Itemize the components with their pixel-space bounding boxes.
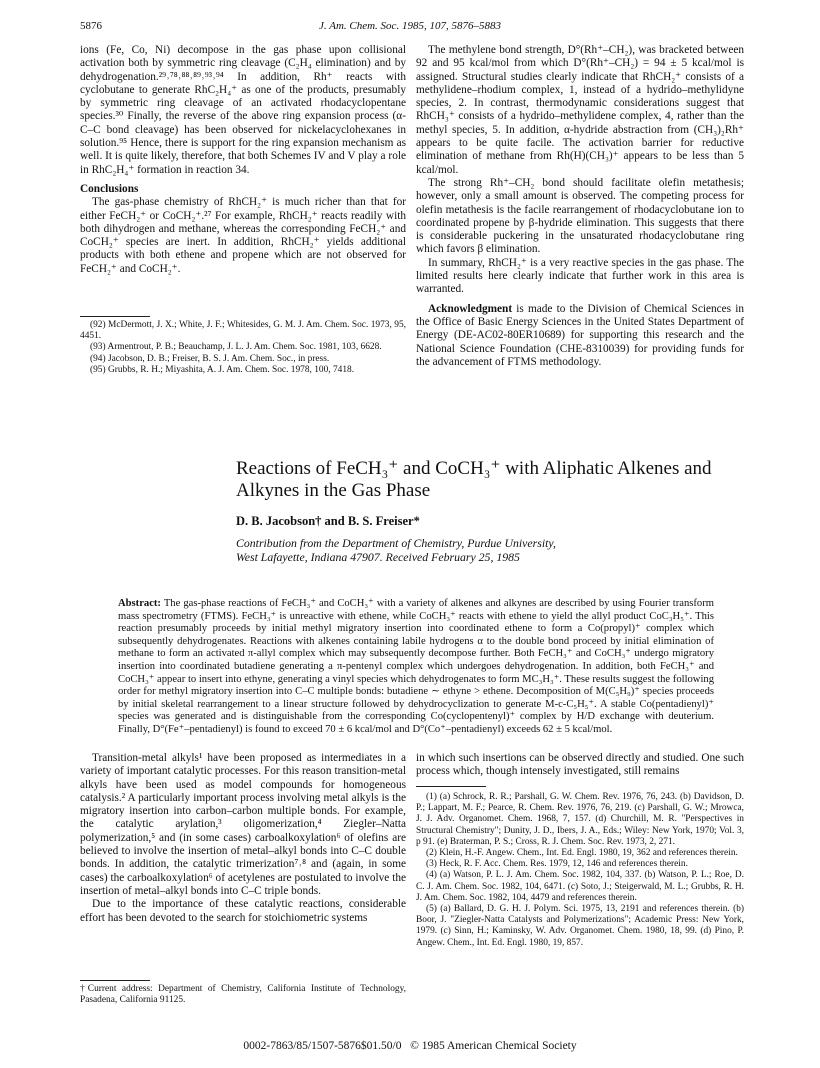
affiliation (236, 536, 756, 564)
body-right-column (416, 752, 744, 779)
body-paragraph: in which such insertions can be observed directly and studied. One such process which, though intensely investigated, still remains (416, 752, 744, 778)
prev-right-paragraph: In summary, RhCH₂⁺ is a very reactive species in the gas phase. The limited results here clearly indicate that further work in this area is warranted. (416, 256, 744, 296)
body-paragraph: Due to the importance of these catalytic reactions, considerable effort has been devoted to the search for stoichiometric systems (80, 898, 406, 924)
footnote-rule (80, 316, 150, 317)
prev-left-paragraph: ions (Fe, Co, Ni) decompose in the gas phase upon collisional activation both by symmetric ring cleavage (C₂H₄ elimination) and by dehydrogenation.²⁹˒⁷⁸˒⁸⁸˒⁸⁹˒⁹³˒⁹⁴ In addition, Rh⁺ reacts with cyclobutane to generate RhC₂H₄⁺ as one of the products, presumably by symmetric ring cleavage of an activated rhodacyclopentane species.³⁰ Finally, the reverse of the above ring expansion process (α-C–C bond cleavage) has been observed for nickelacyclohexanes in solution.⁹⁵ Hence, there is support for the ring expansion mechanism as well. It is quite likely, therefore, that both Schemes IV and V play a role in RhC₂H₄⁺ formation in reaction 34. (80, 44, 406, 176)
page-number: 5876 (80, 20, 102, 32)
authors: D. B. Jacobson† and B. S. Freiser* (236, 514, 420, 528)
footnote: (93) Armentrout, P. B.; Beauchamp, J. L. J. Am. Chem. Soc. 1981, 103, 6628. (90, 342, 382, 353)
article-title (236, 458, 756, 502)
footnote: (94) Jacobson, D. B.; Freiser, B. S. J. Am. Chem. Soc., in press. (90, 353, 330, 364)
reference: (1) (a) Schrock, R. R.; Parshall, G. W. Chem. Rev. 1976, 76, 243. (b) Davidson, D. P.; Lappart, M. F.; Pearce, R. Chem. Rev. 1976, 76, 219. (c) Parshall, G. W.; Mrowca, J. J. Adv. Organomet. Chem. 1968, 7, 157. (d) Churchill, M. R. "Perspectives in Structural Chemistry"; Dunity, J. D., Ibers, J. A., Eds.; Wiley: New York, 1970; Vol. 3, p 91. (e) Braterman, P. S.; Cross, R. J. Chem. Soc. Rev. 1973, 2, 271. (416, 792, 744, 847)
affiliation-line: Contribution from the Department of Chemistry, Purdue University, (236, 536, 556, 550)
body-left-column (80, 752, 406, 925)
current-address-rule (80, 980, 150, 981)
reference: (5) (a) Ballard, D. G. H. J. Polym. Sci. 1975, 13, 2191 and references therein. (b) Boor, J. "Ziegler-Natta Catalysts and Polymerizations"; Academic Press: New York, 1979. (c) Sinn, H.; Kaminsky, W. Adv. Organomet. Chem. 1980, 18, 99. (d) Pino, P. Angew. Chem., Int. Ed. Engl. 1980, 19, 857. (416, 904, 744, 948)
acknowledgment-label: Acknowledgment (428, 302, 513, 315)
conclusions-paragraph: The gas-phase chemistry of RhCH₂⁺ is much richer than that for either FeCH₂⁺ or CoCH₂⁺.²⁷ For example, RhCH₂⁺ reacts readily with both dihydrogen and methane, whereas the corresponding FeCH₂⁺ and CoCH₂⁺ species are inert. In addition, RhCH₂⁺ yields additional products with both ethene and propene which are not observed for FeCH₂⁺ and CoCH₂⁺. (80, 196, 406, 275)
journal-header: J. Am. Chem. Soc. 1985, 107, 5876–5883 (319, 20, 501, 32)
acknowledgment-paragraph (416, 303, 744, 369)
conclusions-heading: Conclusions (80, 182, 139, 195)
abstract-label: Abstract: (118, 598, 161, 609)
prev-left-column (80, 44, 406, 276)
prev-footnotes (80, 320, 406, 376)
acknowledgment-text: is made to the Division of Chemical Sciences in the Office of Basic Energy Sciences in the United States Department of Energy (DE-AC02-80ER10689) for supporting this research and the National Science Foundation (CHE-8310039) for providing funds for the advancement of FTMS methodology. (416, 302, 744, 368)
prev-right-paragraph: The methylene bond strength, D°(Rh⁺–CH₂), was bracketed between 92 and 95 kcal/mol from which D°(Rh⁺–CH₂) = 94 ± 5 kcal/mol is assigned. Structural studies clearly indicate that RhCH₂⁺ consists of a methylidene–rhodium complex, 1, instead of a hydrido–methylidyne species, 2. In contrast, thermodynamic considerations suggest that RhCH₃⁺ consists of a hydrido–methylidene complex, 4, rather than the methyl species, 5. In addition, α-hydride abstraction from (CH₃)₂Rh⁺ appears to be quite facile. The activation barrier for reductive elimination of methane from Rh(H)(CH₃)⁺ appears to be less than 5 kcal/mol. (416, 44, 744, 176)
affiliation-line: West Lafayette, Indiana 47907. Received February 25, 1985 (236, 550, 520, 564)
reference: (4) (a) Watson, P. L. J. Am. Chem. Soc. 1982, 104, 337. (b) Watson, P. L.; Roe, D. C. J. Am. Chem. Soc. 1982, 104, 6471. (c) Soto, J.; Steigerwald, M. L.; Grubbs, R. H. J. Am. Chem. Soc. 1982, 104, 4479 and references therein. (416, 870, 744, 903)
references-rule (416, 786, 486, 787)
reference: (3) Heck, R. F. Acc. Chem. Res. 1979, 12, 146 and references therein. (426, 859, 688, 870)
prev-right-paragraph: The strong Rh⁺–CH₂ bond should facilitate olefin metathesis; however, only a small amount is observed. The competing process for olefin metathesis is the facile rearrangement of rhodacyclobutane ion to coordinated propene by β-hydride elimination. This suggests that there is considerable puckering in the unsaturated rhodacyclobutane ring which favors β elimination. (416, 176, 744, 256)
abstract-text: The gas-phase reactions of FeCH₃⁺ and CoCH₃⁺ with a variety of alkenes and alkynes are described by using Fourier transform mass spectrometry (FTMS). FeCH₃⁺ is unreactive with ethene, while CoCH₃⁺ reacts with ethene to yield the allyl product CoC₃H₅⁺. This reaction presumably proceeds by initial methyl migratory insertion into coordinated ethene to form a Co(propyl)⁺ complex which subsequently dehydrogenates. Reactions with alkenes containing labile hydrogens α to the double bond proceed by initial elimination of methane to form an activated π-allyl complex which may subsequently decompose further. Both FeCH₃⁺ and CoCH₃⁺ undergo migratory insertion into coordinated butadiene generating a π-pentenyl complex which undergoes dehydrogenation. In addition, both FeCH₃⁺ and CoCH₃⁺ appear to insert into ethyne, generating a vinyl species which dehydrogenates to form MC₃H₃⁺. These results suggest the following order for methyl migratory insertion into C–C multiple bonds: butadiene ∼ ethyne > ethene. Decomposition of M(C₅H₉)⁺ species proceeds by initial skeletal rearrangement to a linear structure followed by dehydrocyclization to generate M-c-C₅H₅⁺. A stable Co(pentadienyl)⁺ species was generated and is distinguishable from the corresponding Co(cyclopentenyl)⁺ complex by H/D exchange with deuterium. Finally, D°(Fe⁺–pentadienyl) is found to exceed 70 ± 6 kcal/mol and D°(Co⁺–pentadienyl) exceeds 62 ± 5 kcal/mol. (118, 598, 714, 735)
references (416, 792, 744, 949)
reference: (2) Klein, H.-F. Angew. Chem., Int. Ed. Engl. 1980, 19, 362 and references therein. (426, 848, 738, 859)
body-paragraph: Transition-metal alkyls¹ have been proposed as intermediates in a variety of important catalytic processes. For this reason transition-metal alkyls have been used as model compounds for homogeneous catalysis.² A particularly important process involving metal alkyls is the migratory insertion into carbon–carbon multiple bonds. For example, the catalytic arylation,³ oligomerization,⁴ Ziegler–Natta polymerization,⁵ and (in some cases) carboalkoxylation⁶ of olefins are believed to involve the insertion of metal–alkyl bonds into C–C double bonds. In addition, the catalytic trimerization⁷˒⁸ and (again, in some cases) the carboalkoxylation⁶ of acetylenes are postulated to involve the insertion of metal–alkyl bonds into C–C triple bonds. (80, 752, 406, 897)
footer-code: 0002-7863/85/1507-5876$01.50/0 (243, 1040, 402, 1052)
footnote: (92) McDermott, J. X.; White, J. F.; Whitesides, G. M. J. Am. Chem. Soc. 1973, 95, 4451. (80, 320, 406, 342)
footer-copyright: © 1985 American Chemical Society (410, 1040, 577, 1052)
page-footer (0, 1040, 820, 1052)
title-line: Alkynes in the Gas Phase (236, 480, 431, 501)
footnote: (95) Grubbs, R. H.; Miyashita, A. J. Am. Chem. Soc. 1978, 100, 7418. (90, 364, 355, 375)
abstract (118, 598, 714, 737)
prev-right-column (416, 44, 744, 369)
current-address-note: †Current address: Department of Chemistry, California Institute of Technology, Pasadena, California 91125. (80, 984, 406, 1006)
title-line: Reactions of FeCH₃⁺ and CoCH₃⁺ with Aliphatic Alkenes and (236, 458, 712, 479)
